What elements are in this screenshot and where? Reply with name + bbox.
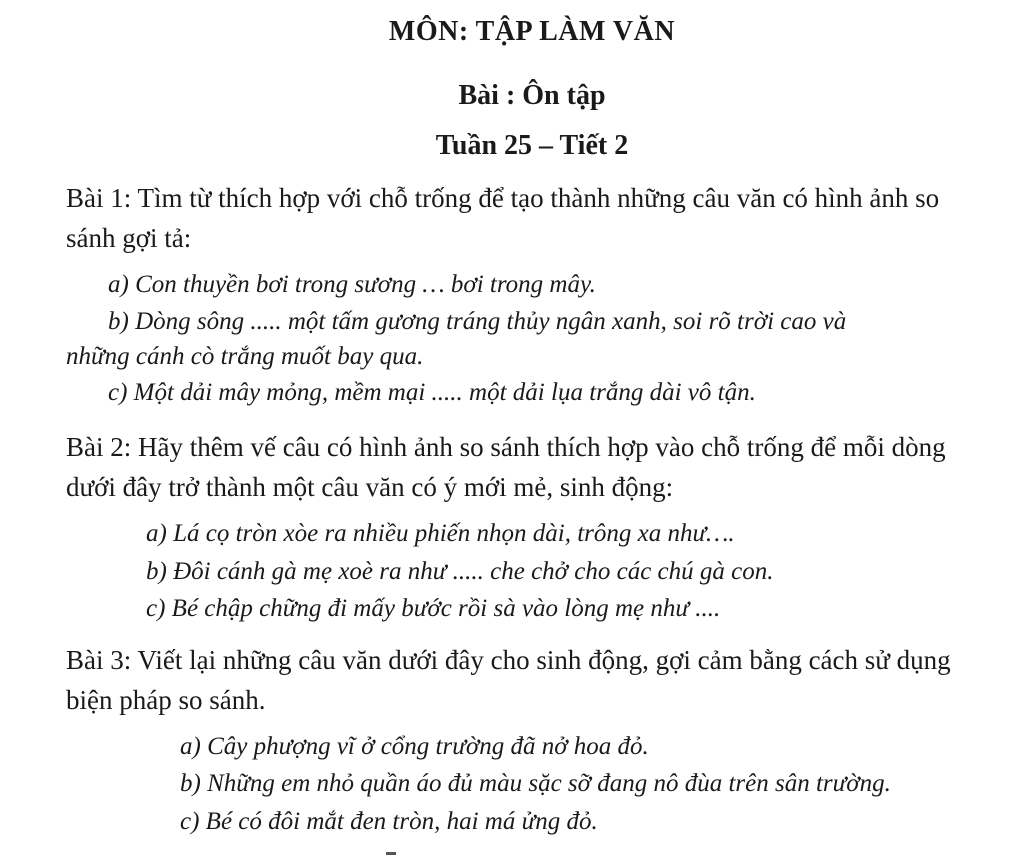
exercise-2-item-a: a) Lá cọ tròn xòe ra nhiều phiến nhọn dài, trông xa như…. <box>146 520 735 547</box>
exercise-1-item-a: a) Con thuyền bơi trong sương … bơi trong mây. <box>108 271 596 298</box>
exercise-1-item-c: c) Một dải mây mỏng, mềm mại ..... một dải lụa trắng dài vô tận. <box>108 379 756 406</box>
exercise-2-item-b: b) Đôi cánh gà mẹ xoè ra như ..... che chở cho các chú gà con. <box>146 558 774 585</box>
subject-title: MÔN: TẬP LÀM VĂN <box>388 16 676 47</box>
exercise-1-prompt: Bài 1: Tìm từ thích hợp với chỗ trống để tạo thành những câu văn có hình ảnh so sánh gợi tả: <box>66 183 940 253</box>
exercise-1-item-b: b) Dòng sông ..... một tấm gương tráng thủy ngân xanh, soi rõ trời cao và <box>108 308 847 335</box>
exercise-3-item-a: a) Cây phượng vĩ ở cổng trường đã nở hoa đỏ. <box>180 733 649 760</box>
exercise-3-item-c: c) Bé có đôi mắt đen tròn, hai má ửng đỏ. <box>180 808 598 835</box>
exercise-3-item-b: b) Những em nhỏ quần áo đủ màu sặc sỡ đang nô đùa trên sân trường. <box>180 770 891 797</box>
exercise-3-prompt: Bài 3: Viết lại những câu văn dưới đây cho sinh động, gợi cảm bằng cách sử dụng biện pháp so sánh. <box>66 645 951 715</box>
lesson-title: Bài : Ôn tập <box>458 80 606 111</box>
exercise-2-item-c: c) Bé chập chững đi mấy bước rồi sà vào lòng mẹ như .... <box>146 595 721 622</box>
week-title: Tuần 25 – Tiết 2 <box>435 130 629 161</box>
exercise-1-item-b-cont: những cánh cò trắng muốt bay qua. <box>66 343 424 370</box>
exercise-2-prompt: Bài 2: Hãy thêm vế câu có hình ảnh so sánh thích hợp vào chỗ trống để mỗi dòng dưới đây trở thành một câu văn có ý mới mẻ, sinh động: <box>66 432 946 502</box>
page-edge-mark <box>386 852 396 855</box>
